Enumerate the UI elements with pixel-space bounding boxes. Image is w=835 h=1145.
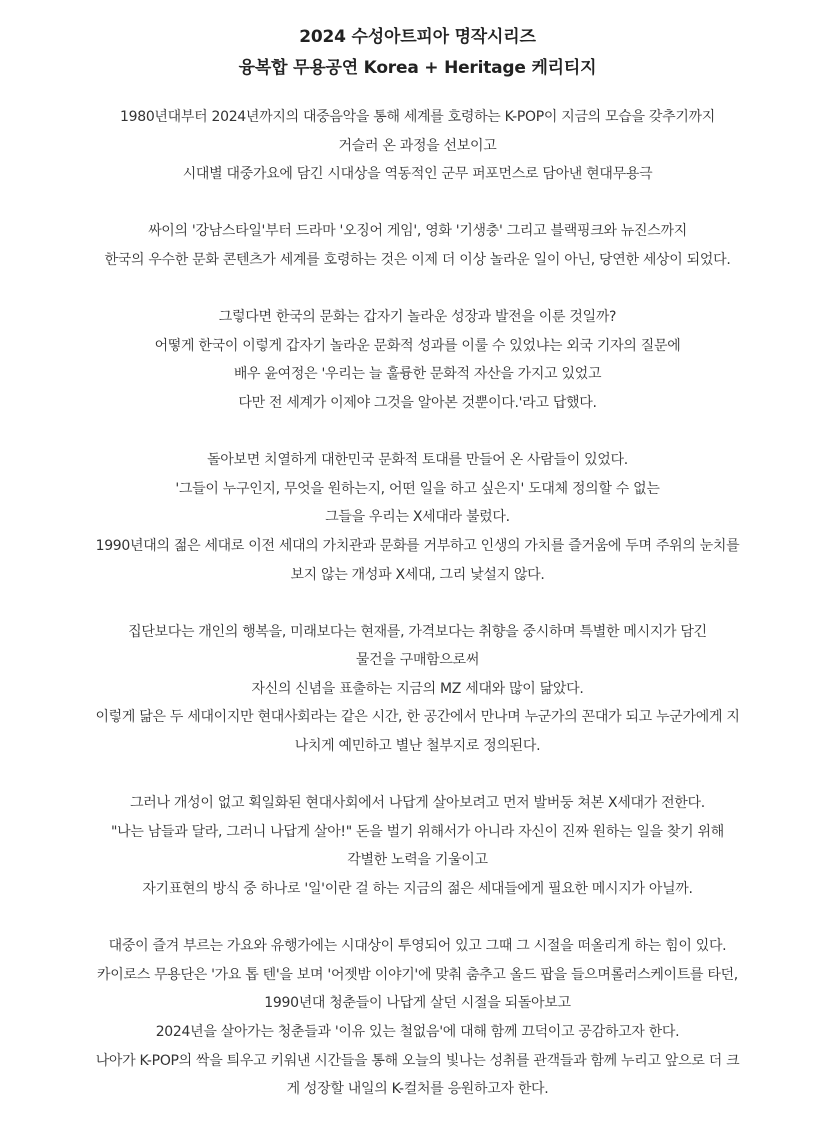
text-line: 각별한 노력을 기울이고 bbox=[347, 852, 488, 869]
text-line: 2024년을 살아가는 청춘들과 '이유 있는 철없음'에 대해 함께 끄덕이고 공감하고자 한다. bbox=[155, 1024, 680, 1040]
text-line: 집단보다는 개인의 행복을, 미래보다는 현재를, 가격보다는 취향을 중시하며 특별한 메시지가 담긴 bbox=[128, 623, 707, 640]
text-line: 싸이의 '강남스타일'부터 드라마 '오징어 게임', 영화 '기생충' 그리고 블랙핑크와 뉴진스까지 bbox=[148, 223, 687, 240]
text-line: 이렇게 닮은 두 세대이지만 현대사회라는 같은 시간, 한 공간에서 만나며 누군가의 꼰대가 되고 누군가에게 지 bbox=[95, 709, 740, 726]
text-line: 보지 않는 개성파 X세대, 그리 낯설지 않다. bbox=[290, 566, 545, 583]
text-line: 어떻게 한국이 이렇게 갑자기 놀라운 문화적 성과를 이룰 수 있었냐는 외국 기자의 질문에 bbox=[154, 337, 681, 354]
text-line: 자신의 신념을 표출하는 지금의 MZ 세대와 많이 닮았다. bbox=[251, 680, 584, 697]
paragraph bbox=[10, 932, 825, 1104]
paragraph bbox=[10, 217, 825, 274]
text-line: 거슬러 온 과정을 선보이고 bbox=[338, 137, 497, 154]
paragraph bbox=[10, 618, 825, 761]
text-line: 그러나 개성이 없고 획일화된 현대사회에서 나답게 살아보려고 먼저 발버둥 쳐본 X세대가 전한다. bbox=[130, 795, 705, 812]
paragraph bbox=[10, 789, 825, 903]
text-line: 대중이 즐겨 부르는 가요와 유행가에는 시대상이 투영되어 있고 그때 그 시절을 떠올리게 하는 힘이 있다. bbox=[108, 938, 727, 955]
paragraph bbox=[10, 446, 825, 589]
text-line: 1990년대의 젊은 세대로 이전 세대의 가치관과 문화를 거부하고 인생의 가치를 즐거움에 두며 주위의 눈치를 bbox=[95, 537, 740, 554]
text-line: '그들이 누구인지, 무엇을 원하는지, 어떤 일을 하고 싶은지' 도대체 정의할 수 없는 bbox=[175, 480, 660, 497]
text-line: 다만 전 세계가 이제야 그것을 알아본 것뿐이다.'라고 답했다. bbox=[238, 394, 597, 411]
text-line: 물건을 구매함으로써 bbox=[355, 652, 480, 669]
text-line: 그들을 우리는 X세대라 불렀다. bbox=[325, 509, 510, 526]
text-line: 돌아보면 치열하게 대한민국 문화적 토대를 만들어 온 사람들이 있었다. bbox=[207, 452, 628, 469]
text-line: 한국의 우수한 문화 콘텐츠가 세계를 호령하는 것은 이제 더 이상 놀라운 일이 아닌, 당연한 세상이 되었다. bbox=[104, 251, 731, 268]
text-line: 1990년대 청춘들이 나답게 살던 시절을 되돌아보고 bbox=[264, 995, 571, 1012]
text-line: "나는 남들과 달라, 그러니 나답게 살아!" 돈을 벌기 위해서가 아니라 자신이 진짜 원하는 일을 찾기 위해 bbox=[111, 823, 724, 840]
paragraph bbox=[10, 103, 825, 189]
paragraph bbox=[10, 303, 825, 417]
text-line: 그렇다면 한국의 문화는 갑자기 놀라운 성장과 발전을 이룬 것일까? bbox=[218, 309, 617, 326]
text-line: 자기표현의 방식 중 하나로 '일'이란 걸 하는 지금의 젊은 세대들에게 필요한 메시지가 아닐까. bbox=[142, 881, 693, 898]
text-line: 시대별 대중가요에 담긴 시대상을 역동적인 군무 퍼포먼스로 담아낸 현대무용극 bbox=[182, 166, 653, 183]
text-line: 배우 윤여정은 '우리는 늘 훌륭한 문화적 자산을 가지고 있었고 bbox=[233, 366, 602, 383]
text-line: 게 성장할 내일의 K-컬처를 응원하고자 한다. bbox=[286, 1081, 549, 1098]
text-line: 카이로스 무용단은 '가요 톱 텐'을 보며 '어젯밤 이야기'에 맞춰 춤추고 올드 팝을 들으며롤러스케이트를 타던, bbox=[97, 966, 738, 983]
text-line: 나치게 예민하고 별난 철부지로 정의된다. bbox=[294, 738, 541, 755]
title-block bbox=[0, 22, 835, 84]
page-title-line-1: 2024 수성아트피아 명작시리즈 bbox=[299, 27, 536, 47]
page-title-line-2: 융복합 무용공연 Korea + Heritage 케리티지 bbox=[238, 58, 597, 78]
text-line: 나아가 K-POP의 싹을 틔우고 키워낸 시간들을 통해 오늘의 빛나는 성취를 관객들과 함께 누리고 앞으로 더 크 bbox=[95, 1052, 740, 1069]
text-line: 1980년대부터 2024년까지의 대중음악을 통해 세계를 호령하는 K-POP이 지금의 모습을 갖추기까지 bbox=[120, 109, 715, 125]
body-text bbox=[0, 103, 835, 1104]
